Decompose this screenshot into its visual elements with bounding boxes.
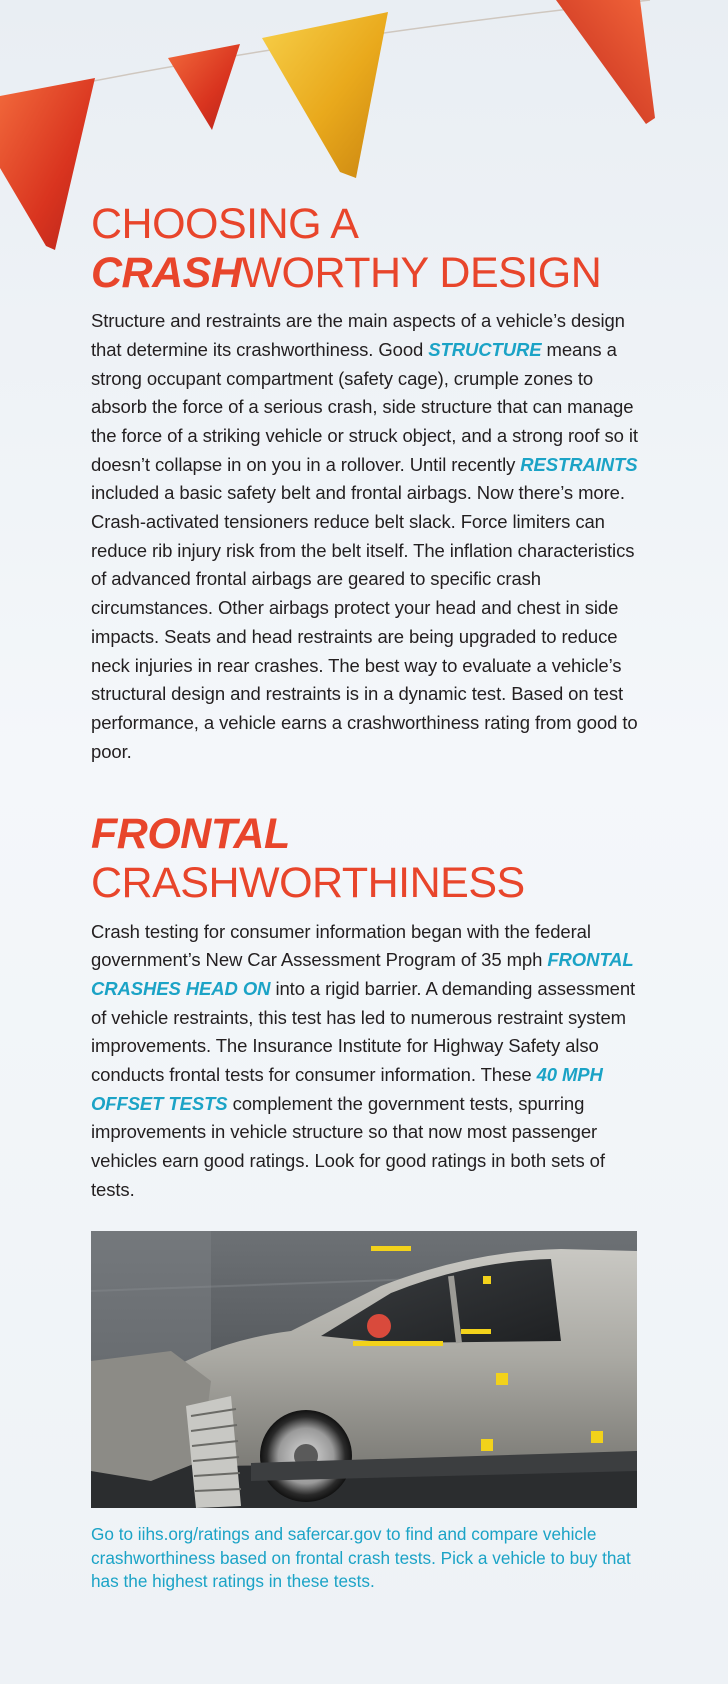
section1-body-part3: included a basic safety belt and frontal airbags. Now there’s more. Crash-activated tensioners reduce belt slack. Force limiters can reduce rib injury risk from the belt itself. The inflation characteristics of advanced frontal airbags are geared to specific crash circumstances. Other airbags protect your head and chest in side impacts. Seats and head restraints are being upgraded to reduce neck injuries in rear crashes. The best way to evaluate a vehicle’s structural design and restraints is in a dynamic test. Based on test performance, a vehicle earns a crashworthiness rating from good to poor.: [91, 482, 638, 762]
yellow-flag: [262, 12, 388, 178]
section1-body-part1: Structure and restraints are the main aspects of a vehicle’s design that determine its crashworthiness. Good: [91, 310, 625, 360]
main-content: [91, 200, 641, 1205]
section2-heading-bold: FRONTAL: [91, 810, 290, 859]
section1-heading-line1: CHOOSING A: [91, 200, 359, 248]
section2-heading: [91, 810, 641, 907]
red-flag-left: [0, 78, 95, 250]
section1-heading-rest: WORTHY DESIGN: [241, 248, 602, 297]
section1-heading-line2: [91, 249, 641, 298]
section1-body-part2: means a strong occupant compartment (safety cage), crumple zones to absorb the force of a serious crash, side structure that can manage the force of a striking vehicle or struck object, and a strong roof so it doesn’t collapse in on you in a rollover. Until recently: [91, 338, 638, 475]
section2-body: [91, 918, 641, 1205]
dummy-head: [367, 1314, 391, 1338]
section2-body-part1: Crash testing for consumer information began with the federal government’s New Car Assessment Program of 35 mph: [91, 920, 591, 971]
section2: [91, 810, 641, 1204]
crash-test-illustration: [91, 1231, 637, 1508]
frontal-crashes-highlight: FRONTAL CRASHES HEAD ON: [91, 949, 634, 999]
structure-highlight: STRUCTURE: [428, 338, 542, 360]
section2-body-part2: into a rigid barrier. A demanding assessment of vehicle restraints, this test has led to numerous restraint system improvements. The Insurance Institute for Highway Safety also conducts frontal tests for consumer information. These: [91, 977, 636, 1086]
photo-caption: Go to iihs.org/ratings and safercar.gov to find and compare vehicle crashworthiness based on frontal crash tests. Pick a vehicle to buy that has the highest ratings in these tests.: [91, 1524, 631, 1591]
crash-test-photo: [91, 1231, 637, 1508]
red-flag-right: [556, 0, 655, 124]
section1-body: [91, 307, 641, 766]
section2-heading-line2: CRASHWORTHINESS: [91, 858, 525, 907]
section1-heading-bold: CRASH: [91, 248, 242, 297]
section2-body-part3: complement the government tests, spurring improvements in vehicle structure so that now most passenger vehicles earn good ratings. Look for good ratings in both sets of tests.: [91, 1092, 605, 1200]
section1-heading: [91, 200, 641, 297]
offset-tests-highlight: 40 MPH OFFSET TESTS: [91, 1064, 603, 1114]
red-flag-top-left: [168, 44, 240, 130]
restraints-highlight: RESTRAINTS: [520, 453, 638, 475]
